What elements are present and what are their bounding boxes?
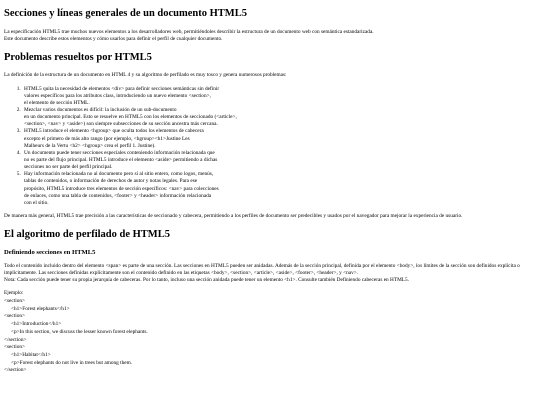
code-line: <section>	[4, 344, 25, 351]
problem-item	[22, 150, 536, 171]
problem-item	[22, 128, 536, 149]
code-line: </section>	[4, 367, 27, 374]
code-line: <p>In this section, we discuss the lesser known forest elephants.	[11, 328, 148, 335]
problem-item-line: valores específicos para los atributos class, introduciendo un nuevo elemento <section>,	[24, 92, 211, 99]
problem-item-line: con el sitio.	[24, 199, 49, 206]
sections-paragraph	[4, 263, 536, 284]
sections-body: Todo el contenido incluido dentro del elemento <span> es parte de una sección. Las secciones en HTML5 pueden ser anidadas. Además de la sección principal, definida por el elemento <body>, los límites de la sección son definidos explícita o implícitamente. Las secciones definidas explícitamente son el contenido definido en las etiquetas <body>, <section>, <article>, <aside>, <footer>, <header>, y <nav>.	[4, 263, 520, 277]
problem-item-line: excepto el primero de más alto rango (por ejemplo, <hgroup><h1>Justine Les	[24, 135, 190, 142]
problem-item-line: Hay información relacionada no al documento pero sí al sitio entero, como logos, menús,	[24, 171, 214, 178]
code-line: <h1>Introduction</h1>	[11, 321, 62, 328]
problems-list	[4, 86, 536, 207]
problem-item-line: propósito, HTML5 introduce tres elementos de sección específicos: <nav> para colecciones	[24, 185, 219, 192]
code-line: <section>	[4, 298, 25, 305]
problem-item-line: HTML5 introduce el elemento <hgroup> que oculta todos los elementos de cabecera	[24, 128, 204, 135]
problem-item-line: tablas de contenidos, o información de derechos de autor y notas legales. Para ese	[24, 178, 198, 185]
problem-item-line: de enlaces, como una tabla de contenidos, <footer> y <header> información relacionada	[24, 192, 212, 199]
intro-paragraph	[4, 29, 536, 43]
problem-item-line: en un documento principal. Esto se resuelve en HTML5 con los elementos de seccionado (<article>,	[24, 114, 237, 121]
sections-note: Nota: Cada sección puede tener su propia jerarquía de cabeceras. Por lo tanto, incluso una sección anidada puede tener un elemento <h1>. Consulte también Definiendo cabeceras en HTML5.	[4, 277, 410, 284]
problems-closing: De manera más general, HTML5 trae precisión a las características de seccionado y cabecera, permitiendo a los perfiles de documento ser predecibles y usados por el navegador para mejorar la experiencia de usuario.	[4, 212, 463, 219]
problem-item-line: secciones no ser parte del perfil principal.	[24, 164, 113, 171]
problem-item	[22, 86, 536, 107]
problems-lead: La definición de la estructura de un documento en HTML 4 y su algoritmo de perfilado es muy tosco y genera numerosos problemas:	[4, 72, 287, 79]
problems-heading: Problemas resueltos por HTML5	[4, 52, 152, 64]
code-line: <section>	[4, 313, 25, 320]
problem-item	[22, 107, 536, 128]
sections-subheading: Definiendo secciones en HTML5	[4, 249, 96, 257]
problem-item-line: Un documento puede tener secciones especiales conteniendo información relacionada que	[24, 149, 215, 156]
problem-item-line: Malheurs de la Vertu <h2> <hgroup> crea el perfil 1. Justine).	[24, 142, 156, 149]
page-title: Secciones y líneas generales de un documento HTML5	[4, 8, 247, 19]
intro-line-1: La especificación HTML5 trae muchos nuevos elementos a los desarrolladores web, permitiéndoles describir la estructura de un documento web con semántica estandarizada.	[4, 29, 374, 36]
code-line: </section>	[4, 336, 27, 343]
intro-line-2: Este documento describe estos elementos y cómo usarlos para definir el perfil de cualquier documento.	[4, 36, 223, 43]
problem-item-line: <section>, <nav> y <aside>) son siempre subsecciones de su sección ancestra más cercana.	[24, 121, 218, 128]
algorithm-heading: El algoritmo de perfilado de HTML5	[4, 229, 170, 241]
code-line: <h1>Forest elephants</h1>	[11, 305, 70, 312]
problem-item-line: Mezclar varios documentos es difícil: la inclusión de un sub-documento	[24, 106, 177, 113]
code-line: <h1>Habitat</h1>	[11, 351, 51, 358]
example-label: Ejemplo:	[4, 290, 24, 297]
problem-item	[22, 171, 536, 207]
problem-item-line: HTML5 quita la necesidad de elementos <div> para definir secciones semánticas sin definir	[24, 85, 220, 92]
code-line: <p>Forest elephants do not live in trees but among them.	[11, 359, 133, 366]
code-example	[4, 290, 536, 374]
problem-item-line: no es parte del flujo principal. HTML5 introduce el elemento <aside> permitiendo a dichas	[24, 156, 218, 163]
problem-item-line: el elemento de sección HTML.	[24, 99, 90, 106]
